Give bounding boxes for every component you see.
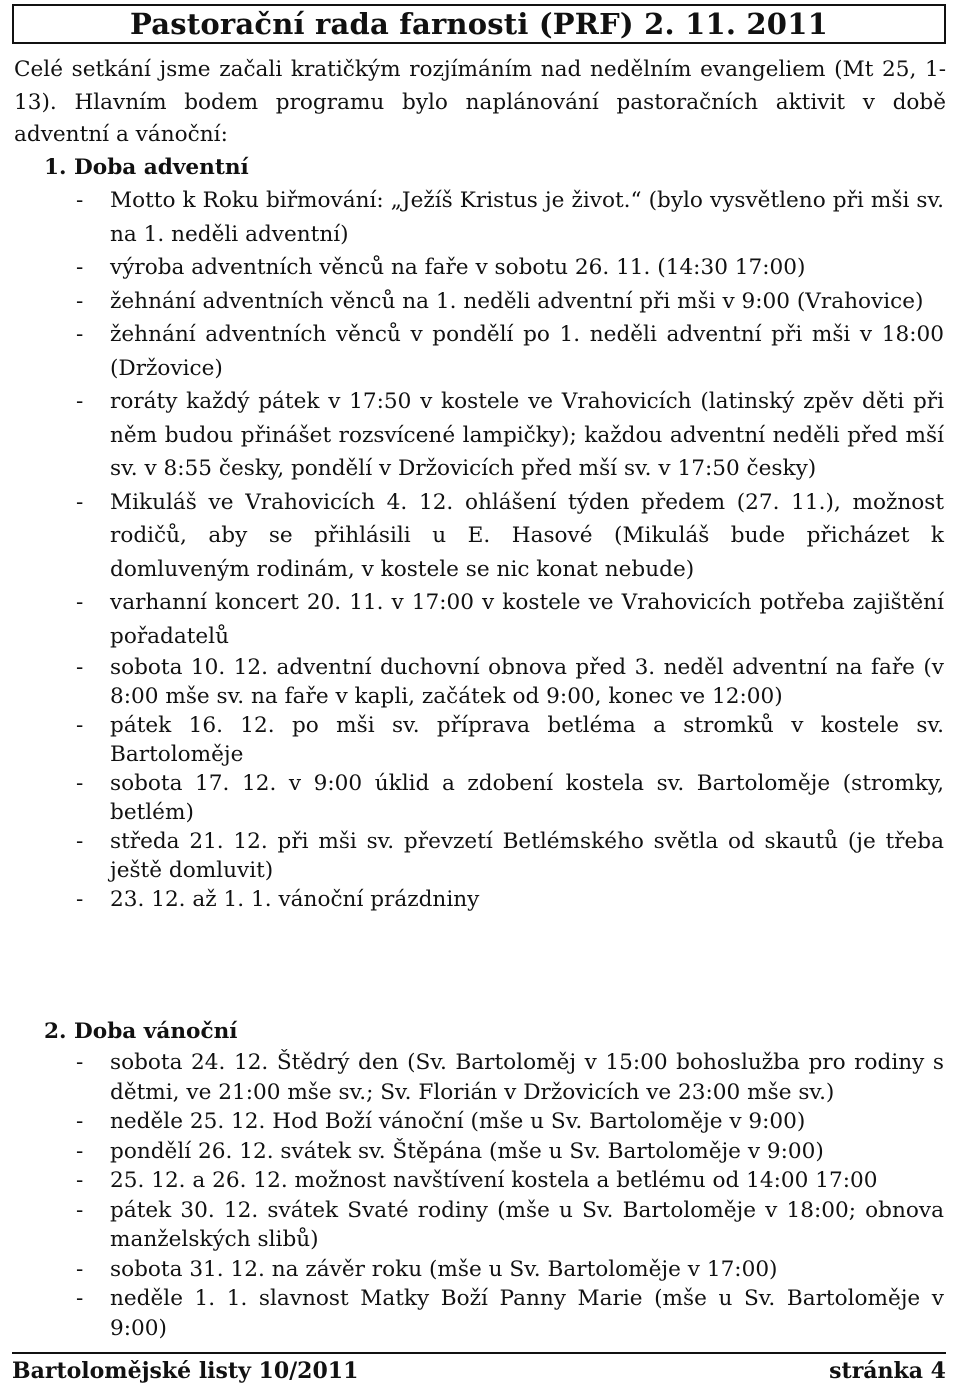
list-item (44, 827, 944, 885)
dash-bullet: - (76, 713, 84, 738)
list-item (44, 385, 944, 486)
page-title: Pastorační rada farnosti (PRF) 2. 11. 2011 (130, 7, 828, 41)
section-heading-christmas: 2. Doba vánoční (44, 1019, 238, 1044)
dash-bullet: - (76, 188, 84, 213)
list-item-text: žehnání adventních věnců na 1. neděli adventní při mši v 9:00 (Vrahovice) (110, 288, 924, 314)
advent-list (44, 184, 944, 914)
list-item-text: neděle 25. 12. Hod Boží vánoční (mše u Sv. Bartoloměje v 9:00) (110, 1109, 806, 1134)
list-item (44, 285, 944, 319)
dash-bullet: - (76, 288, 84, 314)
list-item-text: roráty každý pátek v 17:50 v kostele ve Vrahovicích (latinský zpěv děti při něm budou přinášet rozsvícené lampičky); každou adventní neděli před mší sv. v 8:55 česky, pondělí v Držovicích před mší sv. v 17:50 česky) (110, 389, 944, 481)
section-christmas (44, 1016, 944, 1343)
list-item (44, 1166, 944, 1196)
list-item (44, 184, 944, 251)
list-item-text: výroba adventních věnců na faře v sobotu 26. 11. (14:30 17:00) (110, 255, 806, 280)
dash-bullet: - (76, 771, 84, 796)
list-item-text: sobota 31. 12. na závěr roku (mše u Sv. Bartoloměje v 17:00) (110, 1256, 778, 1282)
footer-page-number: stránka 4 (829, 1358, 946, 1384)
list-item (44, 711, 944, 769)
dash-bullet: - (76, 255, 84, 280)
list-item-text: neděle 1. 1. slavnost Matky Boží Panny Marie (mše u Sv. Bartoloměje v 9:00) (110, 1286, 944, 1341)
list-item (44, 885, 944, 914)
page-footer (12, 1352, 946, 1388)
dash-bullet: - (76, 1197, 84, 1223)
list-item-text: sobota 24. 12. Štědrý den (Sv. Bartoloměj v 15:00 bohoslužba pro rodiny s dětmi, ve 21:00 mše sv.; Sv. Florián v Držovicích ve 23:00 mše sv.) (110, 1050, 944, 1105)
list-item-text: sobota 17. 12. v 9:00 úklid a zdobení kostela sv. Bartoloměje (stromky, betlém) (110, 771, 944, 825)
dash-bullet: - (76, 1138, 84, 1164)
list-item-text: 23. 12. až 1. 1. vánoční prázdniny (110, 887, 480, 912)
dash-bullet: - (76, 655, 84, 680)
list-item-text: středa 21. 12. při mši sv. převzetí Betlémského světla od skautů (je třeba ještě domluvit) (110, 829, 944, 883)
list-item-text: pondělí 26. 12. svátek sv. Štěpána (mše u Sv. Bartoloměje v 9:00) (110, 1138, 824, 1164)
footer-publication: Bartolomějské listy 10/2011 (12, 1358, 359, 1384)
list-item (44, 586, 944, 653)
list-item (44, 653, 944, 711)
dash-bullet: - (76, 590, 84, 615)
list-item (44, 1107, 944, 1137)
christmas-list (44, 1048, 944, 1343)
list-item-text: Mikuláš ve Vrahovicích 4. 12. ohlášení týden předem (27. 11.), možnost rodičů, aby se přihlásili u E. Hasové (Mikuláš bude přicházet k domluveným rodinám, v kostele se nic konat nebude) (110, 489, 944, 582)
dash-bullet: - (76, 1256, 84, 1282)
dash-bullet: - (76, 1286, 84, 1311)
list-item (44, 1137, 944, 1167)
dash-bullet: - (76, 389, 84, 414)
list-item (44, 1048, 944, 1107)
list-item (44, 769, 944, 827)
section-advent (44, 152, 944, 914)
dash-bullet: - (76, 1109, 84, 1134)
list-item (44, 1255, 944, 1285)
list-item-text: varhanní koncert 20. 11. v 17:00 v kostele ve Vrahovicích potřeba zajištění pořadatelů (110, 590, 944, 649)
list-item (44, 1284, 944, 1343)
title-box (12, 4, 946, 44)
list-item-text: Motto k Roku biřmování: „Ježíš Kristus je život.“ (bylo vysvětleno při mši sv. na 1. neděli adventní) (110, 188, 944, 247)
list-item-text: sobota 10. 12. adventní duchovní obnova před 3. neděl adventní na faře (v 8:00 mše sv. na faře v kapli, začátek od 9:00, konec ve 12:00) (110, 655, 944, 709)
section-heading-advent: 1. Doba adventní (44, 155, 249, 180)
list-item-text: 25. 12. a 26. 12. možnost navštívení kostela a betlému od 14:00 17:00 (110, 1168, 878, 1193)
intro-paragraph: Celé setkání jsme začali kratičkým rozjímáním nad nedělním evangeliem (Mt 25, 1-13). Hlavním bodem programu bylo naplánování pastoračních aktivit v době adventní a vánoční: (14, 57, 946, 147)
dash-bullet: - (76, 322, 84, 347)
dash-bullet: - (76, 489, 84, 515)
list-item-text: pátek 16. 12. po mši sv. příprava betléma a stromků v kostele sv. Bartoloměje (110, 713, 944, 767)
dash-bullet: - (76, 887, 84, 912)
dash-bullet: - (76, 1168, 84, 1193)
list-item (44, 1196, 944, 1255)
dash-bullet: - (76, 1050, 84, 1075)
list-item-text: pátek 30. 12. svátek Svaté rodiny (mše u Sv. Bartoloměje v 18:00; obnova manželských slibů) (110, 1197, 944, 1252)
list-item (44, 251, 944, 285)
list-item (44, 318, 944, 385)
list-item (44, 486, 944, 587)
list-item-text: žehnání adventních věnců v pondělí po 1. neděli adventní při mši v 18:00 (Držovice) (110, 322, 944, 381)
dash-bullet: - (76, 829, 84, 854)
